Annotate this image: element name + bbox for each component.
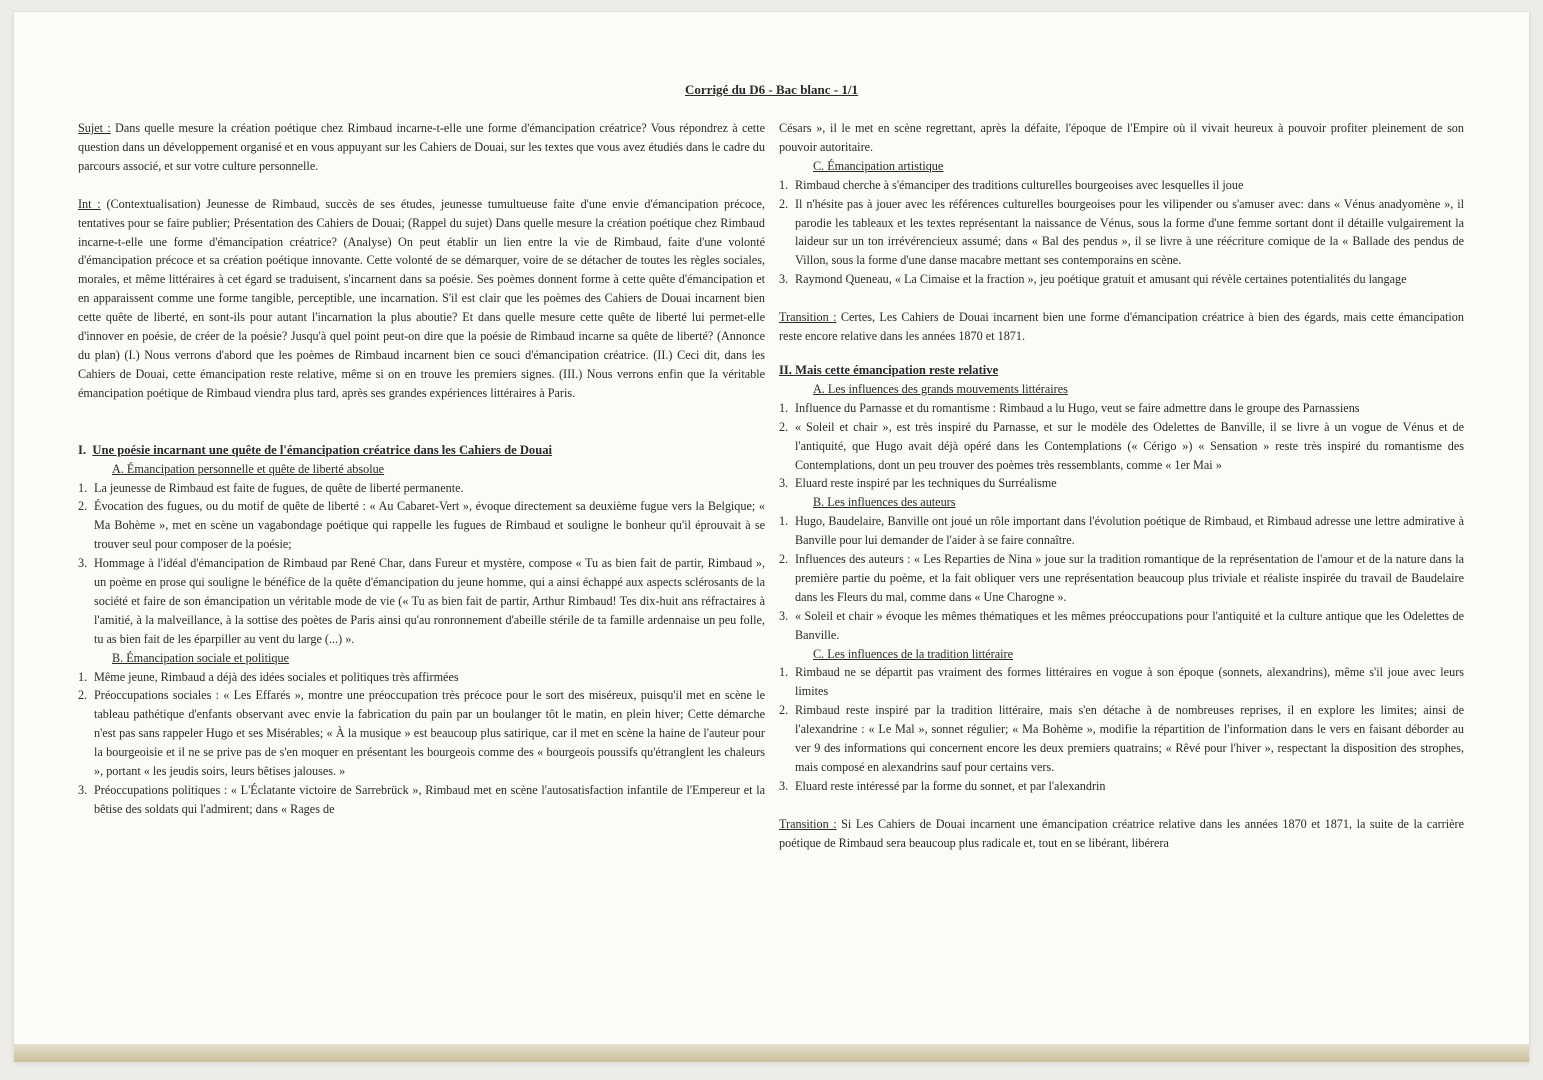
part-1-heading (78, 441, 765, 460)
list-item-number: 2. (779, 196, 789, 211)
list-item-text: Hommage à l'idéal d'émancipation de Rimbaud par René Char, dans Fureur et mystère, compose « Tu as bien fait de partir, Rimbaud », un poème en prose qui souligne le bénéfice de la quête d'émancipation du jeune homme, qui a ainsi échappé aux aspects sclérosants de la société et faire de son émancipation un véritable mode de vie (« Tu as bien fait de partir, Arthur Rimbaud! Tes dix-huit ans réfractaires à l'amitié, à la malveillance, à la sottise des poètes de Paris ainsi qu'au ronronnement d'abeille stérile de ta famille ardennaise un peu folle, tu as bien fait de les éparpiller au vent du large (...) ». (94, 556, 765, 646)
intro-paragraph (78, 195, 765, 403)
list-item (779, 418, 1464, 475)
section-1A-list (78, 479, 765, 649)
list-item-text: « Soleil et chair », est très inspiré du Parnasse, et sur le modèle des Odelettes de Banville, il se livre à un vogue de Vénus et de l'antiquité, que Hugo avait déjà opéré dans les Contemplations (« Cérigo ») « Sensation » reste très inspiré du romantisme des Contemplations, dont un peu trouver des poèmes très ressemblants, comme « 1er Mai » (795, 419, 1464, 472)
list-item (779, 550, 1464, 607)
list-item-text: Influence du Parnasse et du romantisme : Rimbaud a lu Hugo, veut se faire admettre dans le groupe des Parnassiens (795, 400, 1360, 415)
list-item-text: Il n'hésite pas à jouer avec les références culturelles bourgeoises pour les vilipender ou s'amuser avec: dans « Vénus anadyomène », il parodie les tableaux et les textes représentant la naissance de Vénus, sous la forme d'une femme sortant dont il détaille vulgairement la laideur sur un ton irrévérencieux assumé; dans « Bal des pendus », il se livre à une réécriture comique de la « Ballade des pendus de Villon, sous la forme d'une danse macabre mettant ses contemporains en scène. (795, 196, 1464, 268)
continuation-paragraph: Césars », il le met en scène regrettant, après la défaite, l'époque de l'Empire où il vivait heureux à pouvoir profiter pleinement de son pouvoir autoritaire. (779, 121, 1464, 154)
section-2A-title: A. Les influences des grands mouvements littéraires (813, 381, 1068, 396)
section-1B-list (78, 668, 765, 819)
section-1C-list (779, 176, 1464, 289)
list-item (779, 195, 1464, 271)
list-item-number: 3. (78, 556, 88, 571)
intro-label: Int : (78, 196, 101, 211)
list-item (78, 554, 765, 649)
list-item (779, 701, 1464, 777)
list-item-number: 3. (779, 778, 789, 793)
section-2A-list (779, 399, 1464, 494)
list-item (779, 176, 1464, 195)
list-item-number: 2. (78, 499, 88, 514)
list-item-number: 2. (78, 688, 88, 703)
part-2-heading (779, 361, 1464, 380)
section-1A-title: A. Émancipation personnelle et quête de liberté absolue (112, 461, 385, 476)
list-item (779, 663, 1464, 701)
list-item-number: 1. (779, 177, 789, 192)
section-2C-list (779, 663, 1464, 795)
list-item-text: Préoccupations sociales : « Les Effarés », montre une préoccupation très précoce pour le sort des miséreux, puisqu'il met en scène le tableau pathétique d'enfants observant avec envie la fabrication du pain par un boulanger tôt le matin, en plein hiver; Cette démarche n'est pas sans rappeler Hugo et ses Misérables; « À la musique » est beaucoup plus satirique, car il met en scène la haine de l'auteur pour la bourgeoisie et il ne se prive pas de s'en moquer en présentant les bourgeois comme des « bourgeois poussifs qu'étranglent les chaleurs », portant « les jeudis soirs, leurs bêtises jalouses. » (94, 688, 765, 779)
part-2-title: II. Mais cette émancipation reste relative (779, 362, 999, 377)
list-item (78, 479, 765, 498)
list-item-number: 3. (779, 272, 789, 287)
subject-label: Sujet : (78, 121, 111, 135)
list-item (779, 607, 1464, 645)
transition-1-text: Certes, Les Cahiers de Douai incarnent bien une forme d'émancipation créatrice à bien des égards, mais cette émancipation reste encore relative dans les années 1870 et 1871. (779, 310, 1464, 344)
transition-2-text: Si Les Cahiers de Douai incarnent une émancipation créatrice relative dans les années 1870 et 1871, la suite de la carrière poétique de Rimbaud sera beaucoup plus radicale et, tout en se libérant, libérera (779, 816, 1465, 850)
list-item-text: Hugo, Baudelaire, Banville ont joué un rôle important dans l'évolution poétique de Rimbaud, et Rimbaud adresse une lettre admirative à Banville pour lui demander de l'aider à se faire connaître. (795, 514, 1464, 548)
list-item-text: Rimbaud reste inspiré par la tradition littéraire, mais s'en détache à de nombreuses reprises, il en explore les limites; ainsi de l'alexandrine : « Le Mal », sonnet régulier; « Ma Bohème », modifie la répartition de l'information dans le vers en faisant déborder au ver 9 des informations qui concernent encore les deux premiers quatrains; « Rêvé pour l'hiver », respectant la disposition des strophes, mais composé en alexandrins sauf pour certains vers. (795, 703, 1464, 774)
section-2C-title: C. Les influences de la tradition littéraire (813, 646, 1014, 661)
section-1C-title: C. Émancipation artistique (813, 158, 944, 173)
list-item-text: Influences des auteurs : « Les Reparties de Nina » joue sur la tradition romantique de la représentation de l'amour et de la nature dans la première partie du poème, et la fait obliquer vers une représentation beaucoup plus triviale et réaliste inspirée du travail de Baudelaire dans les Fleurs du mal, comme dans « Une Charogne ». (795, 552, 1464, 604)
list-item-number: 3. (779, 476, 789, 491)
intro-text: (Contextualisation) Jeunesse de Rimbaud, succès de ses études, jeunesse tumultueuse faite d'une envie d'émancipation précoce, tentatives pour se faire publier; Présentation des Cahiers de Douai; (Rappel du sujet) Dans quelle mesure la création poétique chez Rimbaud incarne-t-elle une forme d'émancipation créatrice? (Analyse) On peut établir un lien entre la vie de Rimbaud, faite d'une volonté d'émancipation précoce et sa création poétique innovante. Cette volonté de se démarquer, voire de se détacher de toutes les règles sociales, morales, et même littéraires à cet égard se traduisent, s'incarnent dans sa poésie. Ses poèmes donnent forme à cette quête d'émancipation et en apparaissent comme une forme tangible, perceptible, une incarnation. S'il est clair que les poèmes des Cahiers de Douai incarnent bien cette quête de liberté, en sont-ils pour autant l'incarnation la plus aboutie? Et dans quelle mesure cette quête de liberté lui permet-elle d'innover en poésie, de créer de la poésie? Jusqu'à quel point peut-on dire que la poésie de Rimbaud incarne sa quête de liberté? (Annonce du plan) (I.) Nous verrons d'abord que les poèmes de Rimbaud incarnent bien ce souci d'émancipation créatrice. (II.) Ceci dit, dans les Cahiers de Douai, cette émancipation reste relative, même si on en trouve les premiers signes. (III.) Nous verrons enfin que la véritable émancipation poétique de Rimbaud viendra plus tard, après ses grandes expériences littéraires à Paris. (78, 196, 765, 400)
list-item-text: « Soleil et chair » évoque les mêmes thématiques et les mêmes préoccupations pour l'antiquité et la culture antique que les Odelettes de Banville. (795, 608, 1464, 642)
section-2B-list (779, 512, 1464, 644)
list-item (779, 270, 1464, 289)
transition-2 (779, 815, 1464, 853)
list-item-text: Eluard reste inspiré par les techniques du Surréalisme (795, 476, 1057, 491)
list-item-text: Préoccupations politiques : « L'Éclatante victoire de Sarrebrück », Rimbaud met en scène l'autosatisfaction infantile de l'Empereur et la bêtise des soldats qui l'admirent; dans « Rages de (94, 783, 765, 816)
list-item-text: Évocation des fugues, ou du motif de quête de liberté : « Au Cabaret-Vert », évoque directement sa deuxième fugue vers la Belgique; « Ma Bohème », met en scène un vagabondage poétique qui rappelle les fugues de Rimbaud et souligne le bonheur qu'il éprouvait à se trouver seul pour composer de la poésie; (94, 499, 765, 552)
subject-text: Dans quelle mesure la création poétique chez Rimbaud incarne-t-elle une forme d'émancipation créatrice? Vous répondrez à cette question dans un développement organisé et en vous appuyant sur les Cahiers de Douai, sur les textes que vous avez étudiés dans le cadre du parcours associé, et sur votre culture personnelle. (78, 121, 765, 173)
list-item-number: 3. (78, 783, 88, 797)
list-item-text: Raymond Queneau, « La Cimaise et la fraction », jeu poétique gratuit et amusant qui révèle certaines potentialités du langage (795, 272, 1407, 287)
transition-1-label: Transition : (779, 310, 837, 325)
page-edge (14, 1044, 1529, 1062)
subject-paragraph (78, 119, 765, 176)
list-item-text: Même jeune, Rimbaud a déjà des idées sociales et politiques très affirmées (94, 669, 459, 684)
list-item-number: 1. (78, 669, 88, 684)
list-item-number: 2. (779, 703, 789, 718)
list-item-text: Rimbaud cherche à s'émanciper des traditions culturelles bourgeoises avec lesquelles il joue (795, 177, 1244, 192)
left-column (78, 119, 765, 819)
list-item (78, 686, 765, 781)
list-item-number: 2. (779, 552, 789, 567)
right-column (779, 119, 1464, 853)
list-item-text: Eluard reste intéressé par la forme du sonnet, et par l'alexandrin (795, 778, 1106, 793)
list-item (78, 497, 765, 554)
part-1-number: I. (78, 442, 87, 457)
list-item (78, 668, 765, 687)
part-1-title: Une poésie incarnant une quête de l'émancipation créatrice dans les Cahiers de Douai (92, 442, 553, 457)
list-item (779, 474, 1464, 493)
list-item (779, 399, 1464, 418)
section-2B-title: B. Les influences des auteurs (813, 495, 956, 510)
list-item (78, 781, 765, 819)
list-item-number: 1. (779, 665, 789, 680)
transition-2-label: Transition : (779, 816, 837, 831)
list-item-number: 1. (779, 514, 789, 529)
list-item-text: La jeunesse de Rimbaud est faite de fugues, de quête de liberté permanente. (94, 480, 464, 495)
document-title: Corrigé du D6 - Bac blanc - 1/1 (685, 82, 858, 97)
list-item-number: 1. (78, 480, 88, 495)
list-item-number: 1. (779, 400, 789, 415)
list-item-number: 2. (779, 419, 789, 434)
transition-1 (779, 308, 1464, 346)
list-item-text: Rimbaud ne se départit pas vraiment des formes littéraires en vogue à son époque (sonnets, alexandrins), même s'il joue avec leurs limites (795, 665, 1464, 699)
list-item (779, 777, 1464, 796)
list-item (779, 512, 1464, 550)
section-1B-title: B. Émancipation sociale et politique (112, 650, 290, 665)
list-item-number: 3. (779, 608, 789, 623)
